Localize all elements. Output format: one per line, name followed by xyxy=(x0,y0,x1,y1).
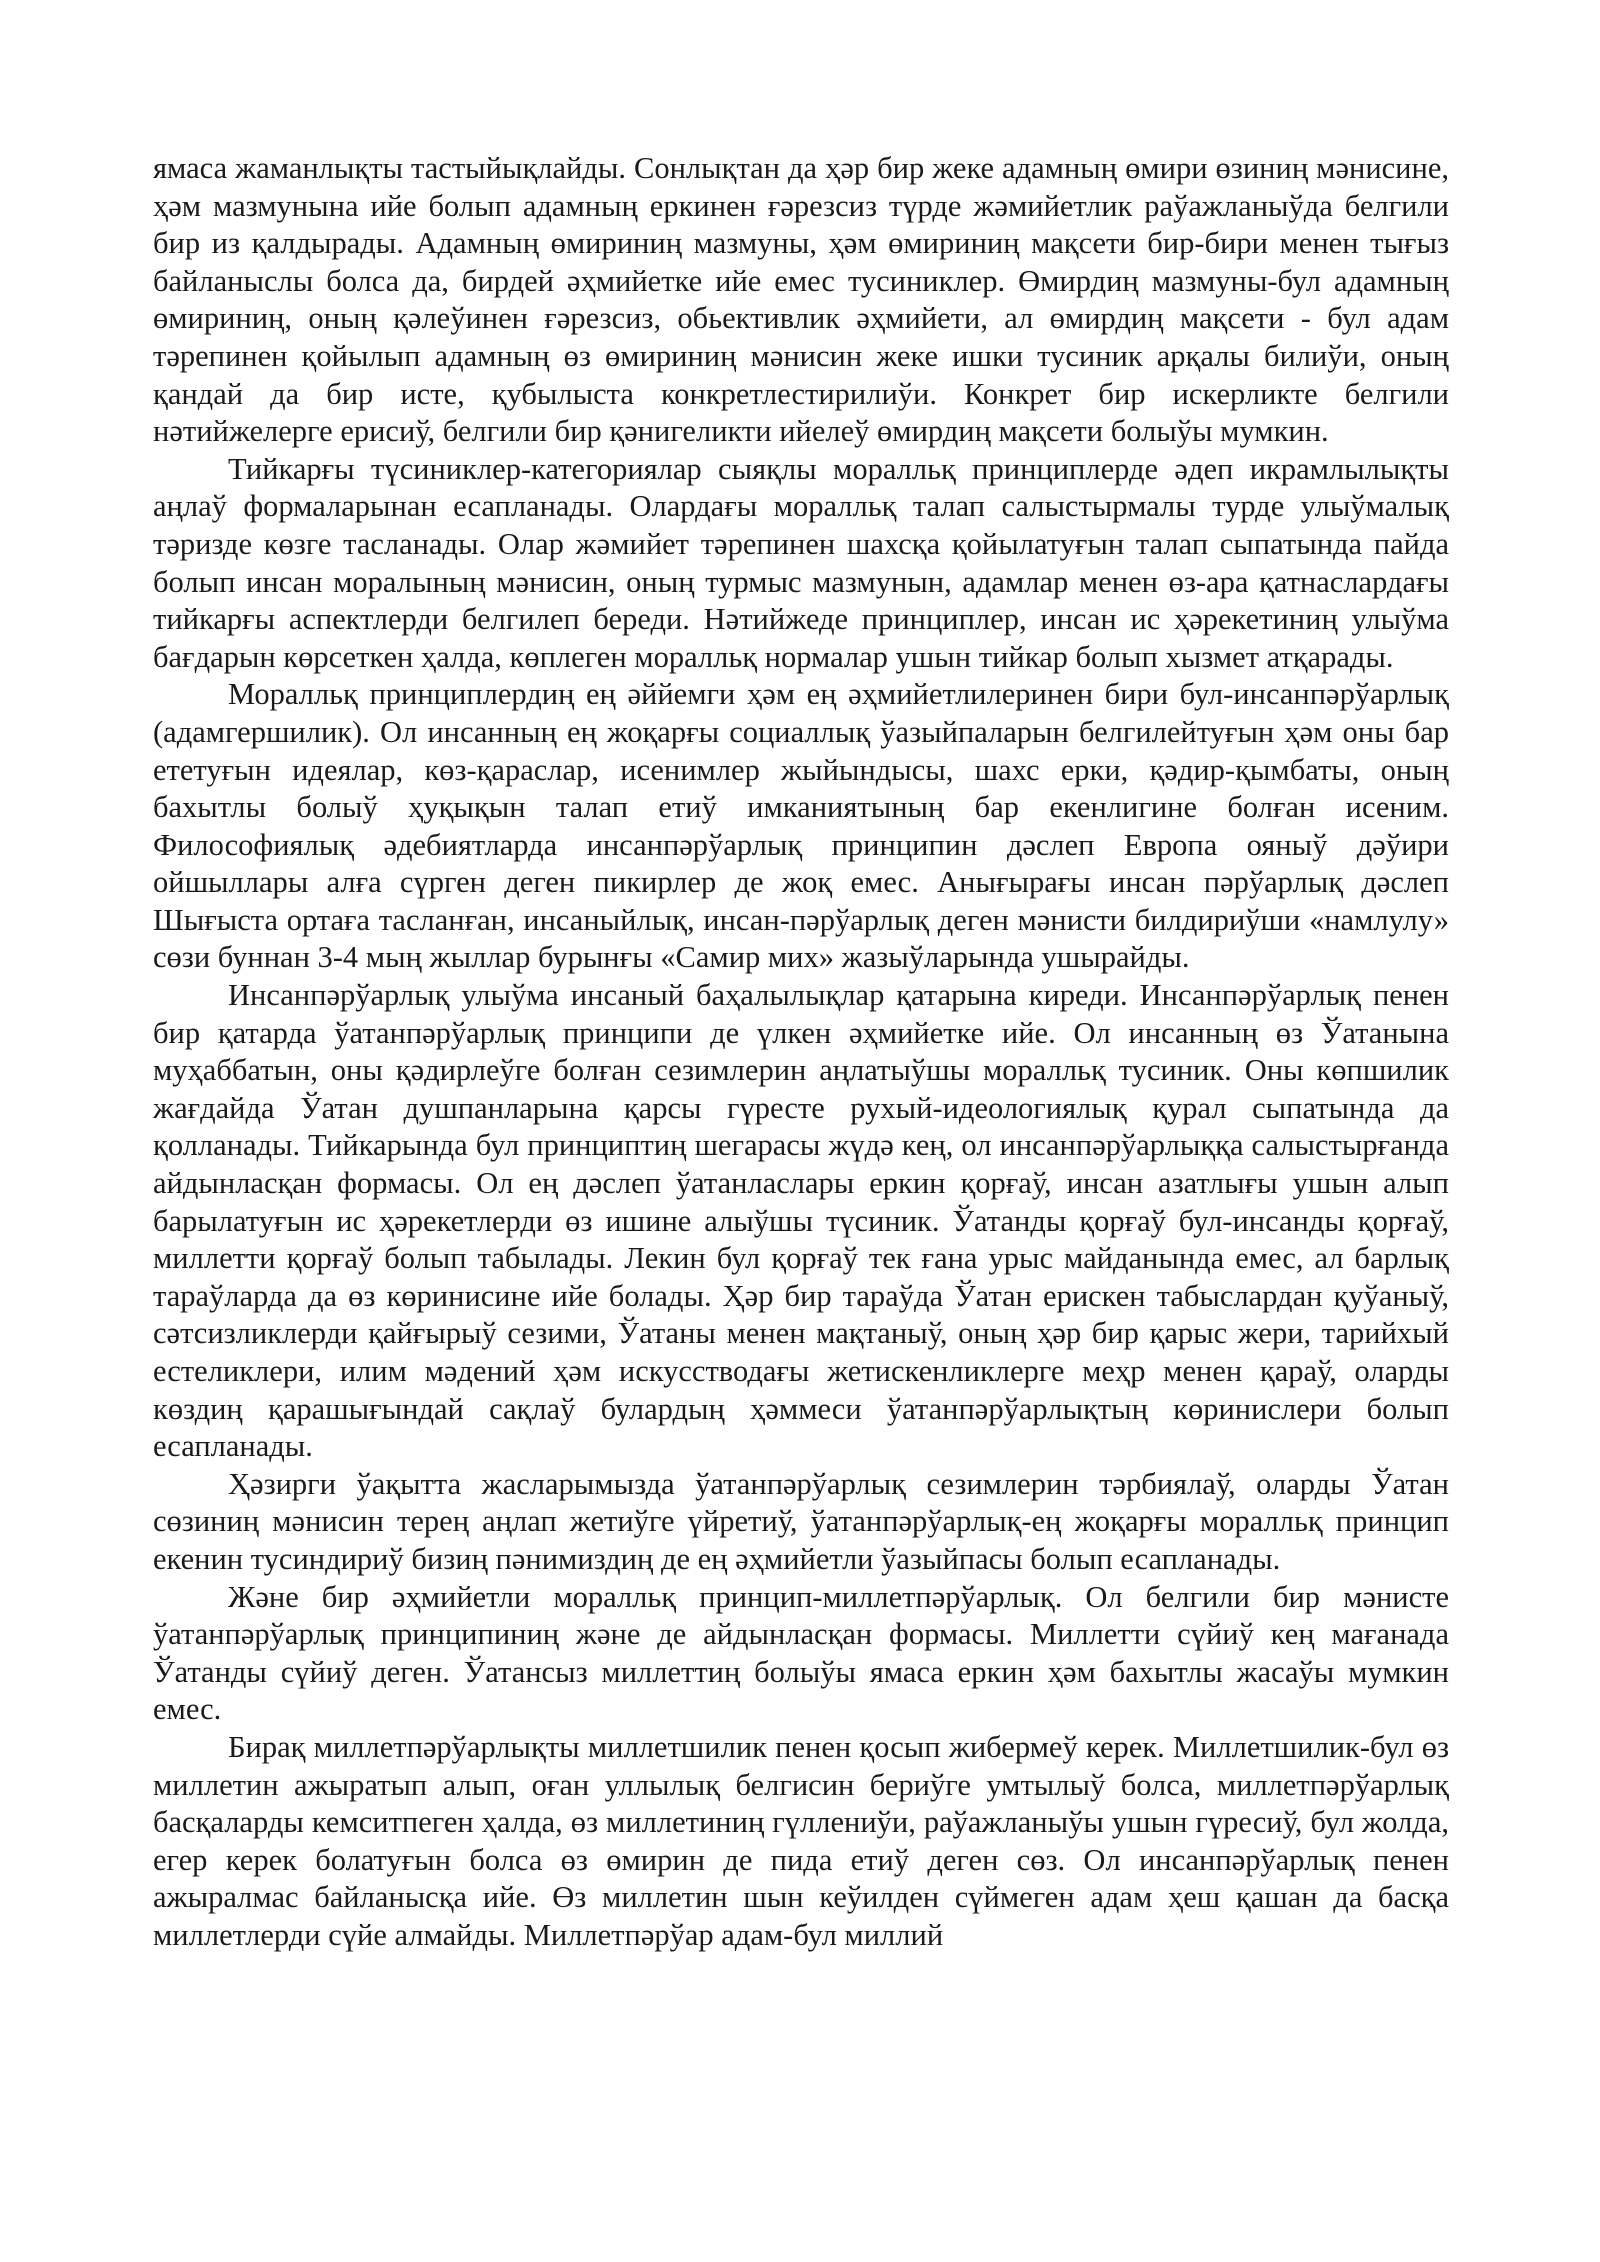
paragraph-3: Моралльқ принциплердиң ең әййемги ҳәм ең әҳмийетлилеринен бири бул-инсанпәрўарлық (адамгершилик). Ол инсанның ең жоқарғы социаллық ўазыйпаларын белгилейтуғын ҳәм оны бар ететуғын идеялар, көз-қараслар, исенимлер жыйындысы, шахс ерки, қәдир-қымбаты, оның бахытлы болыў ҳуқықын талап етиў имканиятының бар екенлигине болған исеним. Философиялық әдебиятларда инсанпәрўарлық принципин дәслеп Европа ояныў дәўири ойшыллары алға сүрген деген пикирлер де жоқ емес. Анығырағы инсан пәрўарлық дәслеп Шығыста ортаға тасланған, инсаныйлық, инсан-пәрўарлық деген мәнисти билдириўши «намлулу» сөзи буннан 3-4 мың жыллар бурынғы «Самир мих» жазыўларында ушырайды. xyxy=(153,677,1449,975)
paragraph-7: Бирақ миллетпәрўарлықты миллетшилик пенен қосып жибермеў керек. Миллетшилик-бул өз миллетин ажыратып алып, оған уллылық белгисин бериўге умтылыў болса, миллетпәрўарлық басқаларды кемситпеген ҳалда, өз миллетиниң гүллениўи, раўажланыўы ушын гүресиў, бул жолда, егер керек болатуғын болса өз өмирин де пида етиў деген сөз. Ол инсанпәрўарлық пенен ажыралмас байланысқа ийе. Өз миллетин шын кеўилден сүймеген адам ҳеш қашан да басқа миллетлерди сүйе алмайды. Миллетпәрўар адам-бул миллий xyxy=(153,1729,1449,1952)
paragraph-2: Тийкарғы түсиниклер-категориялар сыяқлы моралльқ принциплерде әдеп икрамлылықты аңлаў формаларынан есапланады. Олардағы моралльқ талап салыстырмалы турде улыўмалық тәризде көзге тасланады. Олар жәмийет тәрепинен шахсқа қойылатуғын талап сыпатында пайда болып инсан моралының мәнисин, оның турмыс мазмунын, адамлар менен өз-ара қатнаслардағы тийкарғы аспектлерди белгилеп береди. Нәтийжеде принциплер, инсан ис ҳәрекетиниң улыўма бағдарын көрсеткен ҳалда, көплеген моралльқ нормалар ушын тийкар болып хызмет атқарады. xyxy=(153,451,1449,674)
document-page xyxy=(153,150,1449,1955)
paragraph-5: Ҳәзирги ўақытта жасларымызда ўатанпәрўарлық сезимлерин тәрбиялаў, оларды Ўатан сөзиниң мәнисин терең аңлап жетиўге үйретиў, ўатанпәрўарлық-ең жоқарғы моралльқ принцип екенин тусиндириў бизиң пәнимиздиң де ең әҳмийетли ўазыйпасы болып есапланады. xyxy=(153,1466,1449,1576)
paragraph-1: ямаса жаманлықты тастыйықлайды. Сонлықтан да ҳәр бир жеке адамның өмири өзиниң мәнисине, ҳәм мазмунына ийе болып адамның еркинен ғәрезсиз түрде жәмийетлик раўажланыўда белгили бир из қалдырады. Адамның өмириниң мазмуны, ҳәм өмириниң мақсети бир-бири менен тығыз байланыслы болса да, бирдей әҳмийетке ийе емес тусиниклер. Өмирдиң мазмуны-бул адамның өмириниң, оның қәлеўинен ғәрезсиз, обьективлик әҳмийети, ал өмирдиң мақсети - бул адам тәрепинен қойылып адамның өз өмириниң мәнисин жеке ишки тусиник арқалы билиўи, оның қандай да бир исте, қубылыста конкретлестирилиўи. Конкрет бир искерликте белгили нәтийжелерге ерисиў, белгили бир қәнигеликти ийелеў өмирдиң мақсети болыўы мумкин. xyxy=(153,151,1449,449)
paragraph-6: Және бир әҳмийетли моралльқ принцип-миллетпәрўарлық. Ол белгили бир мәнисте ўатанпәрўарлық принципиниң және де айдынласқан формасы. Миллетти сүйиў кең мағанада Ўатанды сүйиў деген. Ўатансыз миллеттиң болыўы ямаса еркин ҳәм бахытлы жасаўы мумкин емес. xyxy=(153,1579,1449,1727)
paragraph-4: Инсанпәрўарлық улыўма инсаный баҳалылықлар қатарына киреди. Инсанпәрўарлық пенен бир қатарда ўатанпәрўарлық принципи де үлкен әҳмийетке ийе. Ол инсанның өз Ўатанына муҳаббатын, оны қәдирлеўге болған сезимлерин аңлатыўшы моралльқ тусиник. Оны көпшилик жағдайда Ўатан душпанларына қарсы гүресте рухый-идеологиялық қурал сыпатында да қолланады. Тийкарында бул принциптиң шегарасы жүдә кең, ол инсанпәрўарлыққа салыстырғанда айдынласқан формасы. Ол ең дәслеп ўатанласлары еркин қорғаў, инсан азатлығы ушын алып барылатуғын ис ҳәрекетлерди өз ишине алыўшы түсиник. Ўатанды қорғаў бул-инсанды қорғаў, миллетти қорғаў болып табылады. Лекин бул қорғаў тек ғана урыс майданында емес, ал барлық тараўларда да өз көринисине ийе болады. Ҳәр бир тараўда Ўатан ерискен табыслардан қуўаныў, сәтсизликлерди қайғырыў сезими, Ўатаны менен мақтаныў, оның ҳәр бир қарыс жери, тарийхый естеликлери, илим мәдений ҳәм искусстводағы жетискенликлерге меҳр менен қараў, оларды көздиң қарашығындай сақлаў булардың ҳәммеси ўатанпәрўарлықтың көринислери болып есапланады. xyxy=(153,978,1449,1464)
